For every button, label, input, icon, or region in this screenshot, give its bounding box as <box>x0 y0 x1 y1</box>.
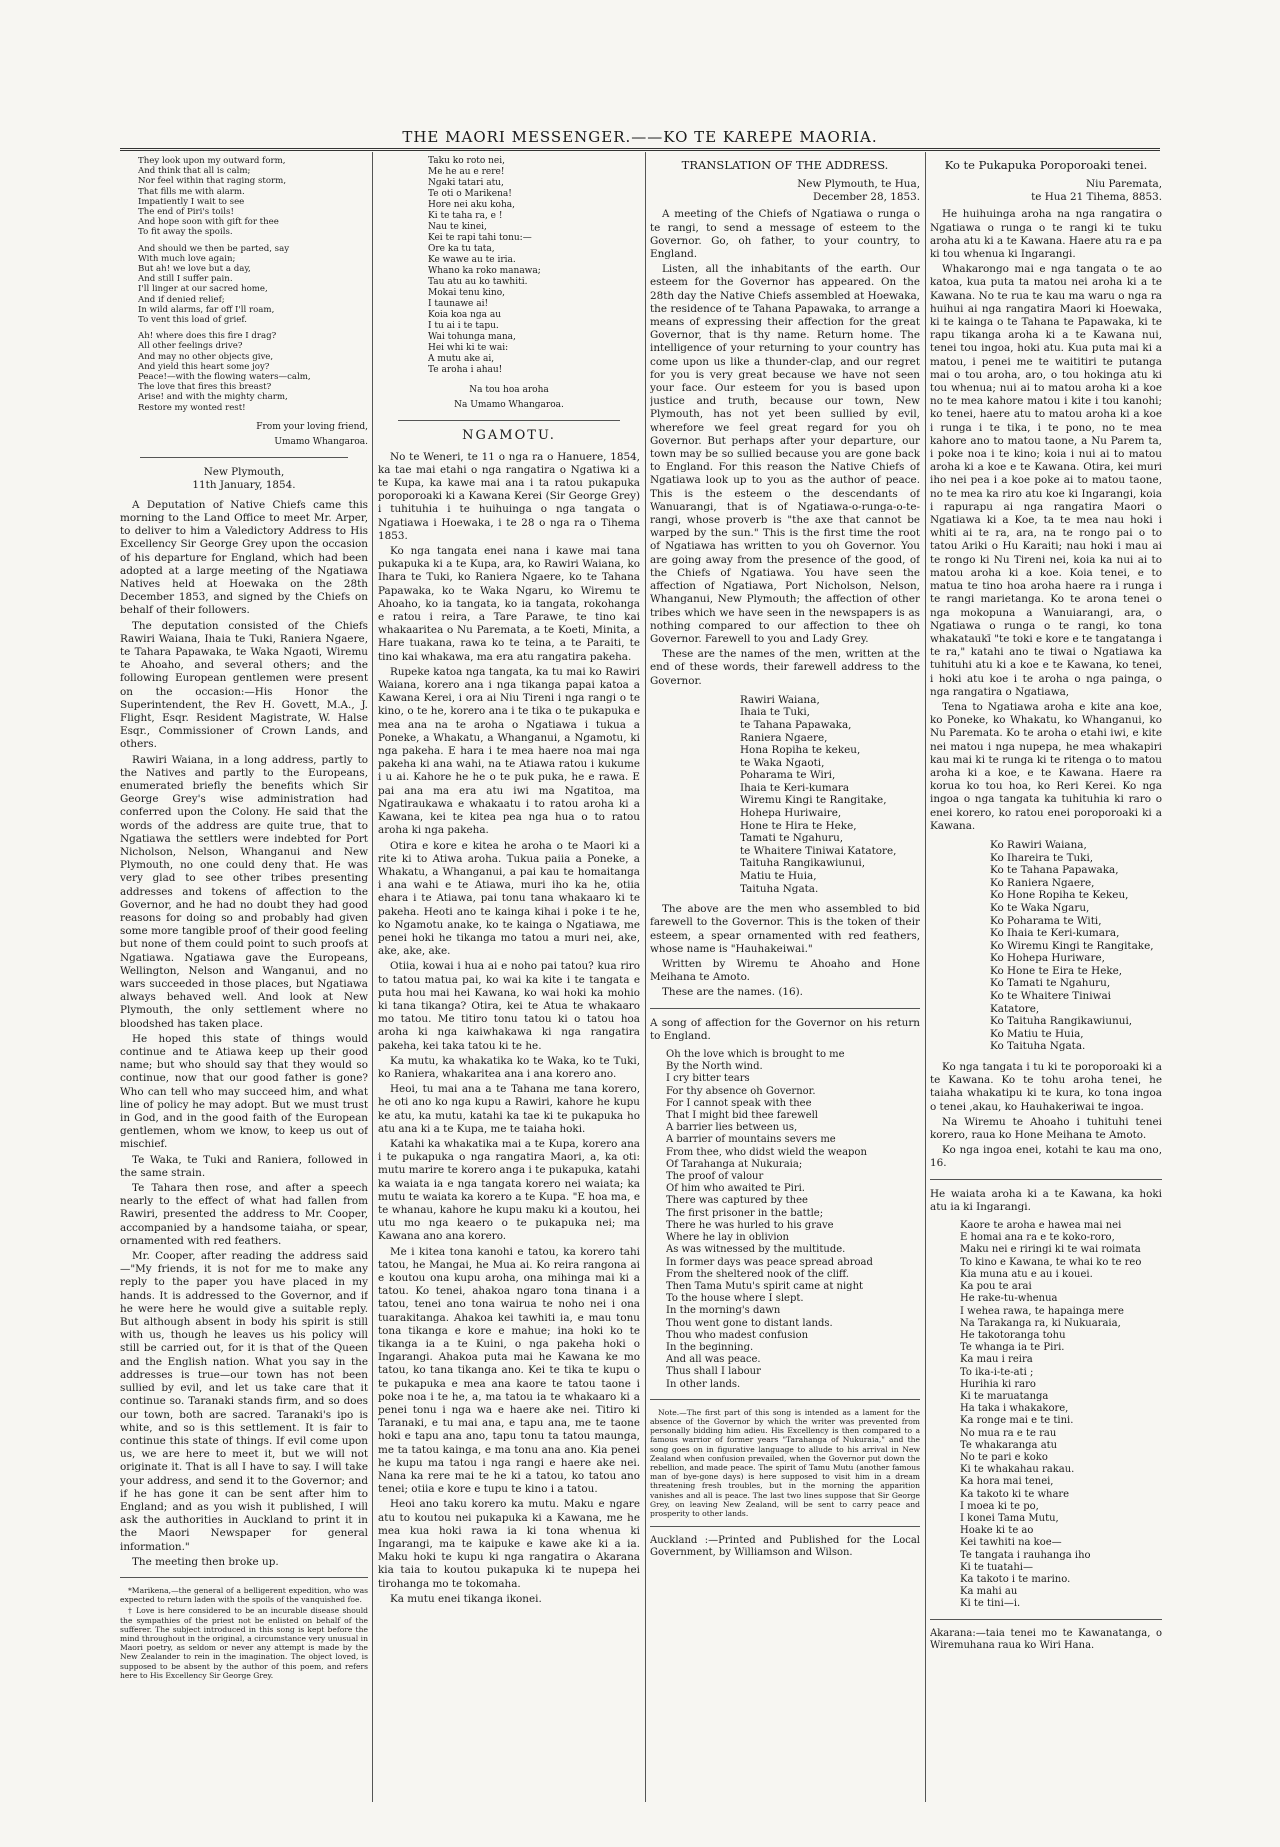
poem-line: But ah! we love but a day, <box>138 264 251 275</box>
song-maori <box>960 1220 1162 1611</box>
song-line: I konei Tama Mutu, <box>960 1512 1059 1524</box>
signatory-name: te Waka Ngaoti, <box>740 756 825 769</box>
poem-line: Peace!—with the flowing waters—calm, <box>138 372 311 383</box>
song-line: The first prisoner in the battle; <box>666 1207 824 1219</box>
paragraph: Ko nga tangata enei nana i kawe mai tana pukapuka ki a te Kupa, ara, ko Rawiri Waiana, ko Ihara te Tuki, ko Raniera Ngaere, ko te Tahana Papawaka, ko te Waka Ngaru, ko Wiremu te Ahoaho, ko ia tangata, ko ia tangata, rokohanga e ratou i reira, a Tare Parawe, te tino kai whakaaritea o Nu Paremata, a te Koeti, Minita, a Hare tuakana, rawa ko te teina, a te Paraiti, te tino kai whakawa, ma era atu rangatira pakeha. <box>378 545 640 663</box>
song-line: By the North wind. <box>666 1061 763 1073</box>
signatory-name: Ko Taituha Rangikawiunui, <box>990 1015 1133 1028</box>
poem-line: Tau atu au ko tawhiti. <box>428 277 528 287</box>
song-line: Thou who madest confusion <box>666 1329 809 1341</box>
signatory-name: Ko Tamati te Ngahuru, <box>990 977 1111 990</box>
paragraph: A meeting of the Chiefs of Ngatiawa o runga o te rangi, to send a message of esteem to the Governor. Go, oh father, to your country, to England. <box>650 208 920 261</box>
imprint: Auckland :—Printed and Published for the Local Government, by Williamson and Wilson. <box>650 1535 920 1559</box>
song-line: A barrier lies between us, <box>666 1122 798 1134</box>
poem-line: That fills me with alarm. <box>138 186 245 197</box>
poem-line: Te oti o Marikena! <box>428 189 512 199</box>
poem-signature: Na tou hoa aroha <box>469 385 549 395</box>
column-1 <box>120 156 368 1796</box>
song-line: Ki te whakahau rakau. <box>960 1464 1075 1476</box>
song-line: Ha taka i whakakore, <box>960 1403 1069 1415</box>
poem-line: Taku ko roto nei, <box>428 156 505 166</box>
poem-signature: From your loving friend, <box>256 421 368 432</box>
signatory-name: Taituha Ngata. <box>740 882 819 895</box>
signatory-name: Ko Hohepa Huriware, <box>990 952 1105 965</box>
poem-line: And may no other objects give, <box>138 351 274 362</box>
song-line: Kia muna atu e au i kouei. <box>960 1268 1093 1280</box>
song-line: To kino e Kawana, te whai ko te reo <box>960 1256 1142 1268</box>
paragraph: Rupeke katoa nga tangata, ka tu mai ko Rawiri Waiana, korero ana i nga tikanga papai katoa a Kawana Kerei, i ora ai Niu Tireni i nga rangi o te kino, o te he, korero ana i te tika o te pukapuka e mea ana na te aroha o Ngatiawa i tukua a Poneke, a Whakatu, a Whanganui, a Ngamotu, ki nga pakeha. E hara i te mea haere noa mai nga pakeha ki ana wahi, na te Atiawa ratou i kukume i u ai. Kahore he he o te puk puka, he e rawa. E pai ana ma era atu iwi ma Ngatitoa, ma Ngatiraukawa e whakaatu i to ratou aroha ki a Kawana, kei te kitea pea nga hua o to ratou aroha ki nga pakeha. <box>378 665 640 837</box>
paragraph: Te Waka, te Tuki and Raniera, followed in the same strain. <box>120 1153 368 1179</box>
poem-line: Te aroha i ahau! <box>428 365 503 375</box>
song-line: Maku nei e riringi ki te wai roimata <box>960 1244 1141 1256</box>
poem-line: Ore ka tu tata, <box>428 244 495 254</box>
song-line: Thou went gone to distant lands. <box>666 1317 833 1329</box>
song-line: Hoake ki te ao <box>960 1525 1034 1537</box>
signatory-name: Rawiri Waiana, <box>740 693 820 706</box>
article-body <box>120 499 368 1569</box>
separator <box>650 1526 920 1527</box>
song-line: Oh the love which is brought to me <box>666 1049 845 1061</box>
paragraph: Otira e kore e kitea he aroha o te Maori ki a rite ki to Atiwa aroha. Tukua paiia a Poneke, a Whakatu, a Whanganui, a pai kau te homaitanga i ana wahi e te Atiawa, muri iho ka he, otiia ehara i te Atiawa, pai tonu tana whakaaro ki te pakeha. Heoti ano te kainga kihai i poke i te he, ko Ngamotu anake, ko te kainga o Ngatiawa, me penei hoki he tikanga mo tatou a muri nei, ake, ake, ake, ake. <box>378 839 640 958</box>
dateline-date: December 28, 1853. <box>813 191 920 204</box>
signatory-name: Ko te Waka Ngaru, <box>990 901 1090 914</box>
poem-line: I taunawe ai! <box>428 299 489 309</box>
paragraph: Ko nga tangata i tu ki te poroporoaki ki a te Kawana. Ko te tohu aroha tenei, he taiaha whakatipu ki te kura, ko tona ingoa o tenei ,akau, ko Hauhakeriwai te ingoa. <box>930 1061 1162 1113</box>
poem-line: All other feelings drive? <box>138 341 243 352</box>
song-line: I cry bitter tears <box>666 1073 750 1085</box>
poem-line: Whano ka roko manawa; <box>428 266 541 276</box>
footnotes <box>120 1586 368 1680</box>
paragraph: The deputation consisted of the Chiefs Rawiri Waiana, Ihaia te Tuki, Raniera Ngaere, te Tahara Papawaka, te Waka Ngaoti, Wiremu te Ahoaho, and several others; and the following European gentlemen were present on the occasion:—His Honor the Superintendent, the Rev H. Govett, M.A., J. Flight, Esqr. Resident Magistrate, W. Halse Esqr., Commissioner of Crown Lands, and others. <box>120 619 368 751</box>
song-line: In other lands. <box>666 1378 741 1390</box>
poem-line: Ki te taha ra, e ! <box>428 211 503 221</box>
song-note-text: Note.—The first part of this song is intended as a lament for the absence of the Governor by which the writer was prevented from personally bidding him adieu. His Excellency is then compared to a famous warrior of former years "Tarahanga of Nukuraia," and the song goes on in figurative language to allude to his arrival in New Zealand when confusion prevailed, when the Governor put down the rebellion, and made peace. The spirit of Tamu Mutu (another famous man of bye-gone days) is here supposed to visit him in a dream threatening fresh troubles, but in the morning the apparition vanishes and all is peace. The last two lines suppose that Sir George Grey, on leaving New Zealand, will be sent to carry peace and prosperity to other lands. <box>650 1407 920 1518</box>
paragraph: Heoi, tu mai ana a te Tahana me tana korero, he oti ano ko nga kupu a Rawiri, kahore he kupu ke atu, ka mutu, katahi ka tae ki te pukapuka ho atu ana ki a te Kupa, me te taiaha hoki. <box>378 1083 640 1135</box>
signatory-name: Ko Wiremu Kingi te Rangitake, <box>990 939 1154 952</box>
signatory-list <box>990 839 1162 1053</box>
poem-line: Kei te rapi tahi tonu:— <box>428 233 532 243</box>
signatory-name: Ko Rawiri Waiana, <box>990 838 1087 851</box>
poem-line: Wai tohunga mana, <box>428 332 516 342</box>
paragraph: Ka mutu enei tikanga ikonei. <box>390 1592 542 1605</box>
imprint: Akarana:—taia tenei mo te Kawanatanga, o Wiremuhana raua ko Wiri Hana. <box>930 1627 1162 1651</box>
column-2 <box>378 156 640 1796</box>
signatory-name: Ko Taituha Ngata. <box>990 1040 1086 1053</box>
dateline: New Plymouth, <box>203 466 285 479</box>
paragraph: A Deputation of Native Chiefs came this morning to the Land Office to meet Mr. Arper, to deliver to him a Valedictory Address to His Excellency Sir George Grey upon the occasion of his departure for England, which had been adopted at a large meeting of the Ngatiawa Natives held at Hoewaka on the 28th December 1853, and signed by the Chiefs on behalf of their followers. <box>120 498 368 617</box>
paragraph: Ka mutu, ka whakatika ko te Waka, ko te Tuki, ko Raniera, whakaritea ana i ana korero ano. <box>378 1054 640 1080</box>
song-line: No mua ra e te rau <box>960 1427 1057 1439</box>
song-line: For I cannot speak with thee <box>666 1097 812 1109</box>
signatory-name: Ko Ihaia te Keri-kumara, <box>990 927 1120 940</box>
paragraph: Tena to Ngatiawa aroha e kite ana koe, ko Poneke, ko Whakatu, ko Whanganui, ko Nu Paremata. Ko te aroha o etahi iwi, e kite nei matou i nga nupepa, he mea whakapiri kau mai ki te runga ki te ritenga o to matou aroha ki a koe, e te Kawana. Haere ra korua ko tou hoa, ko Reri Kerei. Ko nga ingoa o nga tangata ka tuhituhia ki raro o enei korero, ko ratou enei poroporoaki ki a Kawana. <box>930 700 1162 832</box>
paragraph: Rawiri Waiana, in a long address, partly to the Natives and partly to the Europeans, enumerated briefly the benefits which Sir George Grey's wise administration had conferred upon the Colony. He said that the words of the address are quite true, that to Ngatiawa the settlers were indebted for Port Nicholson, Nelson, Whanganui and New Plymouth, no one could deny that. He was very glad to see other tribes presenting addresses and tokens of affection to the Governor, and he had no doubt they had good reasons for doing so and probably had given some more tangible proof of their good feeling but none of them could point to such proofs at Ngatiawa. Ngatiawa gave the Europeans, Wellington, Nelson and Wanganui, and no wars succeeded in those places, but Ngatiawa always behaved well. And look at New Plymouth, the only settlement where no bloodshed has taken place. <box>120 753 368 1030</box>
separator <box>930 1179 1162 1180</box>
song-line: A barrier of mountains severs me <box>666 1134 836 1146</box>
article-body <box>650 208 920 687</box>
signatory-name: Hohepa Huriwaire, <box>740 807 842 820</box>
article-body-continued <box>930 1061 1162 1171</box>
section-heading: Ko te Pukapuka Poroporoaki tenei. <box>944 158 1148 172</box>
signatory-name: Hone te Hira te Heke, <box>740 819 857 832</box>
poem-line: Nor feel within that raging storm, <box>138 176 287 187</box>
paragraph: The above are the men who assembled to bid farewell to the Governor. This is the token of their esteem, a spear ornamented with red feathers, whose name is "Hauhakeiwai." <box>650 903 920 955</box>
signatory-name: Ko Hone Ropiha te Kekeu, <box>990 889 1129 902</box>
song-line: To the house where I slept. <box>666 1293 804 1305</box>
signatory-name: Ko Raniera Ngaere, <box>990 876 1095 889</box>
song-line: That I might bid thee farewell <box>666 1110 819 1122</box>
paragraph: These are the names. (16). <box>662 986 803 999</box>
song-line: Na Tarakanga ra, ki Nukuaraia, <box>960 1317 1121 1329</box>
poem-line: Ah! where does this fire I drag? <box>138 331 277 342</box>
poem-line: The love that fires this breast? <box>138 382 272 393</box>
poem-line: Hei whi ki te wai: <box>428 343 509 353</box>
song-line: Ki te tuatahi— <box>960 1561 1034 1573</box>
song-line: In the morning's dawn <box>666 1305 781 1317</box>
song-line: Ki te maruatanga <box>960 1390 1049 1402</box>
song-line: Then Tama Mutu's spirit came at night <box>666 1280 864 1292</box>
signatory-name: Tamati te Ngahuru, <box>740 832 844 845</box>
signatory-name: Ihaia te Keri-kumara <box>740 781 850 794</box>
song-line: He takotoranga tohu <box>960 1329 1066 1341</box>
poem-line: To fit away the spoils. <box>138 227 233 238</box>
song-line: Te whanga ia te Piri. <box>960 1342 1065 1354</box>
signatory-name: Poharama te Wiri, <box>740 769 836 782</box>
song-line: Kaore te aroha e hawea mai nei <box>960 1220 1122 1232</box>
song-line: Ka takoto ki te whare <box>960 1488 1070 1500</box>
separator <box>930 1619 1162 1620</box>
song-line: And all was peace. <box>666 1354 761 1366</box>
song-english <box>666 1049 920 1391</box>
separator <box>398 420 620 421</box>
song-line: Of him who awaited te Piri. <box>666 1183 805 1195</box>
separator <box>650 1399 920 1400</box>
song-line: Hurihia ki raro <box>960 1378 1036 1390</box>
poem-line: And hope soon with gift for thee <box>138 217 279 228</box>
paragraph: Listen, all the inhabitants of the earth. Our esteem for the Governor has appeared. On the 28th day the Native Chiefs assembled at Hoewaka, the residence of te Tahana Papawaka, to arrange a means of expressing their affection for the great Governor, that is thy name. Return home. The intelligence of your returning to your country has come upon us like a thunder-clap, and our regret for you is very great because we have not seen your face. Our esteem for you is based upon justice and truth, because our town, New Plymouth, has not yet been sullied by evil, wherefore we feel great regard for you oh Governor. But perhaps after your departure, our town may be so sullied because you are gone back to England. For this reason the Native Chiefs of Ngatiawa look up to you as the author of peace. This is the esteem o the descendants of Wanuarangi, that is of Ngatiawa-o-runga-o-te-rangi, whose proverb is "the axe that cannot be warped by the sun." This is the first time the root of Ngatiawa has written to you oh Governor. You are going away from the presence of the good, of the Chiefs of Ngatiawa. You have seen the affection of Ngatiawa, Port Nicholson, Nelson, Whanganui, New Plymouth; the affection of other tribes which we have seen in the newspapers is as nothing compared to our affection to thee oh Governor. Farewell to you and Lady Grey. <box>650 263 920 645</box>
poem-line: Nau te kinei, <box>428 222 487 232</box>
dateline-date: 11th January, 1854. <box>192 479 296 492</box>
poem-maori <box>428 156 640 376</box>
poem-line: Ke wawe au te iria. <box>428 255 516 265</box>
signatory-name: Raniera Ngaere, <box>740 731 828 744</box>
song-line: As was witnessed by the multitude. <box>666 1244 846 1256</box>
song-line: Te whakaranga atu <box>960 1439 1058 1451</box>
masthead-rule <box>120 148 1160 151</box>
signatory-name: Ko te Tahana Papawaka, <box>990 864 1119 877</box>
song-line: Thus shall I labour <box>666 1366 761 1378</box>
song-line: Kei tawhiti na koe— <box>960 1537 1062 1549</box>
song-line: In the beginning. <box>666 1341 754 1353</box>
signatory-name: Ko Hone te Eira te Heke, <box>990 964 1123 977</box>
poem-line: With much love again; <box>138 253 236 264</box>
column-4 <box>930 156 1162 1796</box>
paragraph: Written by Wiremu te Ahoaho and Hone Meihana te Amoto. <box>650 958 920 984</box>
paragraph: No te Weneri, te 11 o nga ra o Hanuere, 1854, ka tae mai etahi o nga rangatira o Ngatiwa ki a te Kupa, ka kawe mai ana i ta ratou pukapuka poroporoaki ki a Kawana Kerei (Sir George Grey) i tuhituhia i te huihuinga o nga tangata o Ngatiawa i Hoewaka, i te 28 o nga ra o Tihema 1853. <box>378 450 640 542</box>
signatory-name: te Whaitere Tiniwai Katatore, <box>740 844 897 857</box>
signatory-name: Ko Ihareira te Tuki, <box>990 851 1094 864</box>
signatory-name: Ihaia te Tuki, <box>740 706 810 719</box>
song-line: The proof of valour <box>666 1171 764 1183</box>
poem-line: Restore my wonted rest! <box>138 402 246 413</box>
column-3 <box>650 156 920 1796</box>
article-body-continued <box>650 903 920 999</box>
song-line: I moea ki te po, <box>960 1500 1039 1512</box>
poem-author: Umamo Whangaroa. <box>274 437 368 448</box>
column-divider <box>372 152 373 1802</box>
poem-line: To vent this load of grief. <box>138 315 247 326</box>
song-line: He rake-tu-whenua <box>960 1293 1058 1305</box>
paragraph: Na Wiremu te Ahoaho i tuhituhi tenei korero, raua ko Hone Meihana te Amoto. <box>930 1115 1162 1142</box>
section-heading: TRANSLATION OF THE ADDRESS. <box>681 158 889 172</box>
signatory-list <box>740 694 920 896</box>
song-line: From thee, who didst wield the weapon <box>666 1146 867 1158</box>
poem-line: Koia koa nga au <box>428 310 502 320</box>
song-line: Te tangata i rauhanga iho <box>960 1549 1091 1561</box>
poem-line: Arise! and with the mighty charm, <box>138 392 288 403</box>
signatory-name: Ko Poharama te Witi, <box>990 914 1102 927</box>
song-line: Where he lay in oblivion <box>666 1232 789 1244</box>
signatory-name: Ko Matiu te Huia, <box>990 1027 1084 1040</box>
article-body <box>930 208 1162 833</box>
song-line: From the sheltered nook of the cliff. <box>666 1268 849 1280</box>
masthead: THE MAORI MESSENGER.——KO TE KAREPE MAORIA. <box>402 128 878 146</box>
poem-line: In wild alarms, far off I'll roam, <box>138 304 275 315</box>
song-title: He waiata aroha ki a te Kawana, ka hoki atu ia ki Ingarangi. <box>930 1187 1162 1213</box>
section-heading: NGAMOTU. <box>462 428 556 444</box>
footnote: *Marikena,—the general of a belligerent expedition, who was expected to return laden with the spoils of the vanquished foe. <box>120 1585 368 1605</box>
paragraph: Whakarongo mai e nga tangata o te ao katoa, kua puta ta matou nei aroha ki a te Kawana. No te rua te kau ma waru o nga ra huihui ai nga rangatira Maori ki Hoewaka, ki te kainga o te Tahana te Papawaka, ki te rapu tikanga aroha ki a te Kawana nui, tenei tou ingoa, hoki atu. Kua puta mai ki a matou, i penei me te waititiri te putanga mai o tou aroha, aro, o tou hokinga atu ki tou whenua; nui ai to matou aroha ki a koe no te mea kahore matou i kite i tou kanohi; ko tenei, haere atu to matou aroha ki a koe i runga i te tika, i te pono, no te mea kahore ano to matou taone, a Nu Parem ta, i poke noa i te kino; koia i nui ai to matou aroha ki a koe e te Kawana. Otira, kei muri iho nei pea i a koe poke ai to matou taone, no te mea ka riro atu koe ki Ingarangi, koia i rapurapu ai nga rangatira Maori o Ngatiawa ki a Koe, ta te mea nau hoki i whiti ai te ra, ara, na te rongo pai o to tatou Ariki o Hu Karaiti; nau hoki i mau ai te rongo ki Nu Tireni nei, koia ka nui ai to matou aroha ki a koe. Koia tenei, e to matua te tino hoa aroha haere ra i runga i te rangi marietanga. Ko te arona tenei o nga mokopuna a Wanuiarangi, ara, o Ngatiawa o runga o te rangi, ko tona whakataukī "te toki e kore e te tangatanga i te ra," katahi ano te tiwai o Ngatiawa ka tuhituhi atu ki a koe e te Kawana, ko tenei, i hoki atu koe i te aroha o nga painga, o nga rangatira o Ngatiawa, <box>930 263 1162 698</box>
song-note <box>650 1408 920 1518</box>
song-line: I wehea rawa, te hapainga mere <box>960 1305 1124 1317</box>
signatory-name: Ko te Whaitere Tiniwai Katatore, <box>990 990 1111 1015</box>
song-line: Ka mau i reira <box>960 1354 1033 1366</box>
paragraph: Te Tahara then rose, and after a speech nearly to the effect of what had fallen from Rawiri, presented the address to Mr. Cooper, accompanied by a handsome taiaha, or spear, ornamented with red feathers. <box>120 1182 368 1247</box>
paragraph: Me i kitea tona kanohi e tatou, ka korero tahi tatou, he Mangai, he Mua ai. Ko reira rangona ai e koutou ona kupu aroha, ona mihinga mai ki a tatou. Ko tenei, ahakoa ngaro tona tinana i a tatou, tenei ano tona wairua te noho nei i ona tuarakitanga. Ahakoa kei tawhiti ia, e mau tonu tona tikanga e kore e mahue; ina hoki ko te tikanga ia a te Kuini, o nga pakeha hoki o Ingarangi. Ahakoa puta mai he Kawana ke mo tatou, ko tana tikanga ano. Kei te tika te kupu o te pukapuka e mea ana kaore te tatou taone i poke noa i te he, a, ma tatou ia te whakaaro ki a penei tonu i nga wa e haere ake nei. Titiro ki Taranaki, e tu mai ana, e tapu ana, me te taone hoki e tapu ana ano, tapu tonu ta tatou maunga, me ta tatou kainga, e ma tonu ana ano. Kia penei he kupu ma tatou i nga rangi e haere ake nei. Nana ka rere mai te he ki a tatou, ko tatou ano tenei; otiia e kore e tupu te kino i a tatou. <box>378 1245 640 1496</box>
paragraph: Otiia, kowai i hua ai e noho pai tatou? kua riro to tatou matua pai, ko wai ka kite i te tangata e puta hou mai hei Kawana, ko wai hoki ka mohio ki tana tikanga? Otira, kei te Atua te whakaaro mo tatou. Me titiro tonu tatou ki o tatou hoa aroha ki nga kaiwhakawa ki nga rangatira pakeha, kei taka tatou ki te he. <box>378 960 640 1052</box>
song-line: Ka hora mai tenei, <box>960 1476 1054 1488</box>
song-line: Ka mahi au <box>960 1586 1018 1598</box>
poem-line: Me he au e rere! <box>428 167 505 177</box>
song-line: To ika-i-te-ati ; <box>960 1366 1034 1378</box>
poem-line: And if denied relief; <box>138 294 225 305</box>
paragraph: He huihuinga aroha na nga rangatira o Ngatiawa o runga o te rangi ki te tuku aroha atu ki a te Kawana. Haere atu ra e pa ki tou whenua ki Ingarangi. <box>930 208 1162 261</box>
dateline-date: te Hua 21 Tihema, 8853. <box>1031 191 1162 204</box>
poem-author: Na Umamo Whangaroa. <box>454 400 564 411</box>
dateline: Niu Paremata, <box>1086 178 1162 190</box>
poem-line: And still I suffer pain. <box>138 274 233 285</box>
signatory-name: Wiremu Kingi te Rangitake, <box>740 794 887 807</box>
song-line: No te pari e koko <box>960 1451 1048 1463</box>
paragraph: Heoi ano taku korero ka mutu. Maku e ngare atu to koutou nei pukapuka ki a Kawana, me he mea kua hoki rawa ia ki tona whenua ki Ingarangi, ma te kaipuke e kawe ake ki a ia. Maku hoki te kupu ki nga rangatira o Akarana kia taia to koutou pukapuka ki te nupepa hei tirohanga mo te tokomaha. <box>378 1498 640 1590</box>
separator <box>120 1577 368 1578</box>
signatory-name: Hona Ropiha te kekeu, <box>740 744 861 757</box>
poem-english <box>138 156 368 413</box>
poem-line: They look upon my outward form, <box>138 156 286 166</box>
paragraph: He hoped this state of things would continue and te Atiawa keep up their good name; but who should say that they would so continue, now that our good father is gone? Who can tell who may succeed him, and what line of policy he may adopt. But we must trust in God, and in the good faith of the European gentlemen, whom we know, to keep us out of mischief. <box>120 1032 368 1151</box>
song-line: Ki te tini—i. <box>960 1598 1021 1610</box>
song-line: Of Tarahanga at Nukuraia; <box>666 1158 803 1170</box>
separator <box>650 1008 920 1009</box>
poem-line: And yield this heart some joy? <box>138 361 270 372</box>
song-line: Ka pou te arai <box>960 1281 1032 1293</box>
song-line: Ka ronge mai e te tini. <box>960 1415 1074 1427</box>
poem-line: A mutu ake ai, <box>428 354 495 364</box>
poem-line: Ngaki tatari atu, <box>428 178 504 188</box>
song-line: Ka takoto i te marino. <box>960 1573 1071 1585</box>
paragraph: Mr. Cooper, after reading the address said—"My friends, it is not for me to make any reply to the paper you have placed in my hands. It is addressed to the Governor, and if he were here he would give a suitable reply. But although absent in body his spirit is still with us, though he leaves us his policy will still be carried out, for it is that of the Queen and the English nation. What you say in the addresses is true—our town has not been sullied by evil, and let us take care that it continue so. Taranaki stands firm, and so does our town, both are sacred. Taranaki's ipo is white, and so is this settlement. It is fair to continue this state of things. If evil come upon us, we are here to meet it, but we will not originate it. That is all I have to say. I will take your address, and send it to the Governor; and if he has gone it can be sent after him to England; and as you wish it published, I will ask the authorities in Auckland to print it in the Maori Newspaper for general information." <box>120 1250 368 1553</box>
song-line: There he was hurled to his grave <box>666 1219 834 1231</box>
poem-line: Impatiently I wait to see <box>138 196 245 207</box>
signatory-name: Taituha Rangikawiunui, <box>740 857 866 870</box>
footnote: † Love is here considered to be an incurable disease should the sympathies of the priest not be enlisted on behalf of the sufferer. The subject introduced in this song is kept before the mind throughout in the original, a circumstance very unusual in Maori poetry, as seldom or never any attempt is made by the New Zealander to rein in the imagination. The object loved, is supposed to be absent by the author of this poem, and refers here to His Excellency Sir George Grey. <box>120 1606 368 1680</box>
column-divider <box>645 152 646 1802</box>
poem-line: Mokai tenu kino, <box>428 288 505 298</box>
poem-line: I'll linger at our sacred home, <box>138 284 268 295</box>
song-line: For thy absence oh Governor. <box>666 1085 816 1097</box>
poem-line: Hore nei aku koha, <box>428 200 515 210</box>
dateline: New Plymouth, te Hua, <box>797 178 920 190</box>
song-line: There was captured by thee <box>666 1195 808 1207</box>
song-line: In former days was peace spread abroad <box>666 1256 873 1268</box>
signatory-name: te Tahana Papawaka, <box>740 718 852 731</box>
poem-line: And think that all is calm; <box>138 166 251 177</box>
paragraph: Ko nga ingoa enei, kotahi te kau ma ono, 16. <box>930 1144 1162 1170</box>
poem-line: I tu ai i te tapu. <box>428 321 499 331</box>
separator <box>140 457 348 458</box>
paragraph: These are the names of the men, written at the end of these words, their farewell address to the Governor. <box>650 648 920 687</box>
poem-line: And should we then be parted, say <box>138 243 290 254</box>
paragraph: Katahi ka whakatika mai a te Kupa, korero ana i te pukapuka o nga rangatira Maori, a, ka oti: mutu marire te korero anga i te pukapuka, katahi ka waiata ia e nga tangata korero nei waiata; ka mutu te waiata ka korero a te Kupa. "E hoa ma, e te whanau, kahore he kupu maku ki a koutou, hei utu mo nga keaero o te pukapuka nei; ma Kawana ano ana korero. <box>378 1137 640 1243</box>
song-line: E homai ana ra e te koko-roro, <box>960 1232 1115 1244</box>
poem-line: The end of Piri's toils! <box>138 207 234 218</box>
column-divider <box>925 152 926 1802</box>
song-title: A song of affection for the Governor on his return to England. <box>650 1016 920 1042</box>
paragraph: The meeting then broke up. <box>132 1555 279 1568</box>
signatory-name: Matiu te Huia, <box>740 870 817 883</box>
article-body <box>378 451 640 1606</box>
